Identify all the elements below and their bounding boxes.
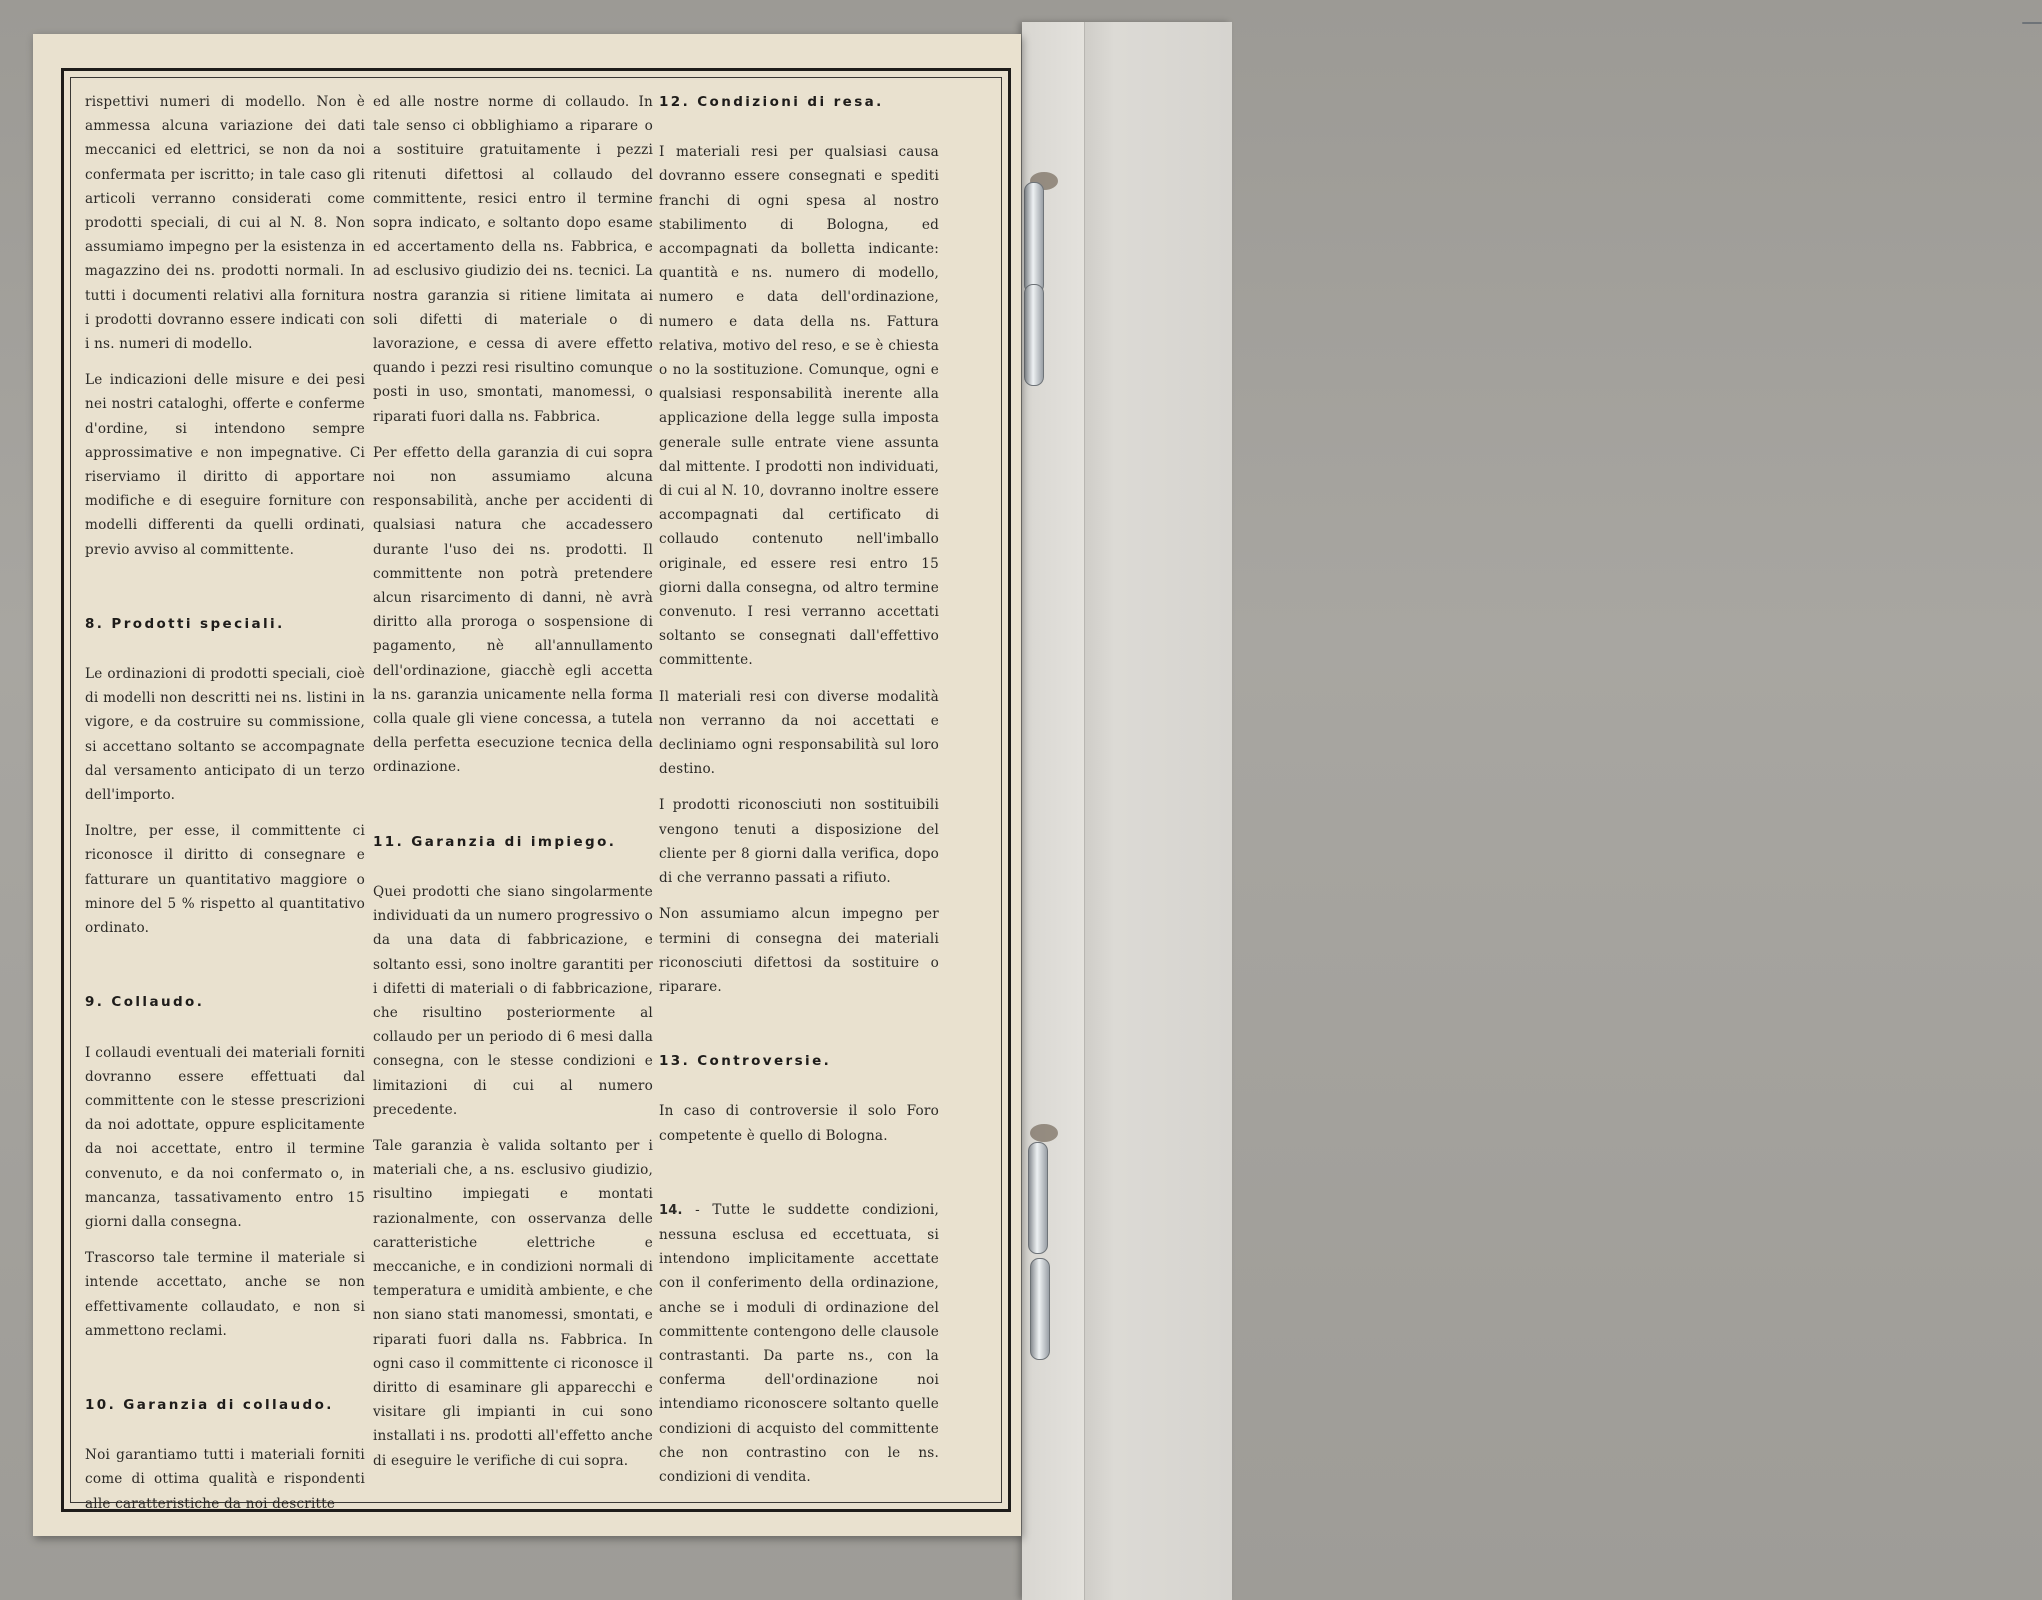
binder-clip-bottom-1 <box>1028 1142 1048 1254</box>
paragraph: Tale garanzia è valida soltanto per i materiali che, a ns. esclusivo giudizio, risultino impiegati e montati razionalmente, con osservanza delle caratteristiche elettriche e meccaniche, e in condizioni normali di temperatura e umidità ambiente, e che non siano stati manomessi, smontati, e riparati fuori dalla ns. Fabbrica. In ogni caso il committente ci riconosce il diritto di esaminare gli apparecchi e visitare gli impianti in cui sono installati i ns. prodotti all'effetto anche di eseguire le verifiche di cui sopra. <box>373 1137 653 1469</box>
binder-clip-bottom-2 <box>1030 1258 1050 1360</box>
binder-cover <box>1022 22 1231 1600</box>
paragraph: I prodotti riconosciuti non sostituibili vengono tenuti a disposizione del cliente per 8 giorni dalla verifica, dopo di che verranno passati a rifiuto. <box>659 797 939 887</box>
paragraph-14-text: - Tutte le suddette condizioni, nessuna esclusa ed eccettuata, si intendono implicitamente accettate con il conferimento della ordinazione, anche se i moduli di ordinazione del committente contengono delle clausole contrastanti. Da parte ns., con la conferma dell'ordinazione noi intendiamo riconoscere soltanto quelle condizioni di acquisto del committente che non contrastino con le ns. condizioni di vendita. <box>659 1201 939 1485</box>
text-column-1 <box>85 90 365 1512</box>
paragraph: Le ordinazioni di prodotti speciali, cioè di modelli non descritti nei ns. listini in vigore, e da costruire su commissione, si accettano soltanto se accompagnate dal versamento anticipato di un terzo dell'importo. <box>85 666 365 804</box>
paragraph-14 <box>659 1198 939 1489</box>
binder-clip <box>2022 22 2042 24</box>
paragraph: Il materiali resi con diverse modalità non verranno da noi accettati e decliniamo ogni responsabilità sul loro destino. <box>659 688 939 778</box>
paragraph: Noi garantiamo tutti i materiali forniti come di ottima qualità e rispondenti alle caratteristiche da noi descritte <box>85 1447 365 1512</box>
binder-clip-top-1 <box>1024 182 1044 294</box>
paragraph: In caso di controversie il solo Foro competente è quello di Bologna. <box>659 1103 939 1144</box>
paragraph: I materiali resi per qualsiasi causa dovranno essere consegnati e spediti franchi di ogni spesa al nostro stabilimento di Bologna, ed accompagnati da bolletta indicante: quantità e ns. numero di modello, numero e data dell'ordinazione, numero e data della ns. Fattura relativa, motivo del reso, e se è chiesta o no la sostituzione. Comunque, ogni e qualsiasi responsabilità inerente alla applicazione della legge sulla imposta generale sulle entrate viene assunta dal mittente. I prodotti non individuati, di cui al N. 10, dovranno inoltre essere accompagnati dal certificato di collaudo contenuto nell'imballo originale, ed essere resi entro 15 giorni dalla consegna, od altro termine convenuto. I resi verranno accettati soltanto se consegnati dall'effettivo committente. <box>659 144 939 669</box>
paragraph: rispettivi numeri di modello. Non è ammessa alcuna variazione dei dati meccanici ed elettrici, se non da noi confermata per iscritto; in tale caso gli articoli verranno considerati come prodotti speciali, di cui al N. 8. Non assumiamo impegno per la esistenza in magazzino dei ns. prodotti normali. In tutti i documenti relativi alla fornitura i prodotti dovranno essere indicati con i ns. numeri di modello. <box>85 94 365 353</box>
document-page <box>33 34 1021 1536</box>
paragraph: Per effetto della garanzia di cui sopra noi non assumiamo alcuna responsabilità, anche per accidenti di qualsiasi natura che accadessero durante l'uso dei ns. prodotti. Il committente non potrà pretendere alcun risarcimento di danni, nè avrà diritto alla proroga o sospensione di pagamento, nè all'annullamento dell'ordinazione, giacchè egli accetta la ns. garanzia unicamente nella forma colla quale gli viene concessa, a tutela della perfetta esecuzione tecnica della ordinazione. <box>373 444 653 776</box>
section-heading-13: 13. Controversie. <box>659 1053 832 1070</box>
section-heading-11: 11. Garanzia di impiego. <box>373 833 617 850</box>
paragraph: Quei prodotti che siano singolarmente individuati da un numero progressivo o da una data di fabbricazione, e soltanto essi, sono inoltre garantiti per i difetti di materiali o di fabbricazione, che risultino posteriormente al collaudo per un periodo di 6 mesi dalla consegna, con le stesse condizioni e limitazioni di cui al numero precedente. <box>373 883 653 1118</box>
section-heading-9: 9. Collaudo. <box>85 994 205 1011</box>
paragraph: Trascorso tale termine il materiale si intende accettato, anche se non effettivamente collaudato, e non si ammettono reclami. <box>85 1250 365 1339</box>
binder-hole <box>1030 1124 1058 1142</box>
paragraph: Non assumiamo alcun impegno per termini di consegna dei materiali riconosciuti difettosi da sostituire o riparare. <box>659 906 939 995</box>
section-number-14: 14. <box>659 1202 683 1218</box>
paragraph: Inoltre, per esse, il committente ci riconosce il diritto di consegnare e fatturare un quantitativo maggiore o minore del 5 % rispetto al quantitativo ordinato. <box>85 823 365 937</box>
binder-flap <box>1084 22 1232 1600</box>
section-heading-8: 8. Prodotti speciali. <box>85 615 285 632</box>
text-column-2 <box>373 90 653 1470</box>
section-heading-12: 12. Condizioni di resa. <box>659 94 884 110</box>
text-column-3 <box>659 90 939 1485</box>
section-heading-10: 10. Garanzia di collaudo. <box>85 1396 334 1413</box>
binder-clip-top-2 <box>1024 284 1044 386</box>
paragraph: ed alle nostre norme di collaudo. In tale senso ci obblighiamo a riparare o a sostituire gratuitamente i pezzi ritenuti difettosi al collaudo del committente, resici entro il termine sopra indicato, e soltanto dopo esame ed accertamento della ns. Fabbrica, e ad esclusivo giudizio dei ns. tecnici. La nostra garanzia si ritiene limitata ai soli difetti di materiale o di lavorazione, e cessa di avere effetto quando i pezzi resi risultino comunque posti in uso, smontati, manomessi, o riparati fuori dalla ns. Fabbrica. <box>373 94 653 425</box>
paragraph: Le indicazioni delle misure e dei pesi nei nostri cataloghi, offerte e conferme d'ordine, si intendono sempre approssimative e non impegnative. Ci riserviamo il diritto di apportare modifiche e di eseguire forniture con modelli differenti da quelli ordinati, previo avviso al committente. <box>85 372 365 558</box>
paragraph: I collaudi eventuali dei materiali forniti dovranno essere effettuati dal committente con le stesse prescrizioni da noi adottate, oppure esplicitamente da noi accettate, entro il termine convenuto, e da noi confermato o, in mancanza, tassativamento entro 15 giorni dalla consegna. <box>85 1044 365 1230</box>
